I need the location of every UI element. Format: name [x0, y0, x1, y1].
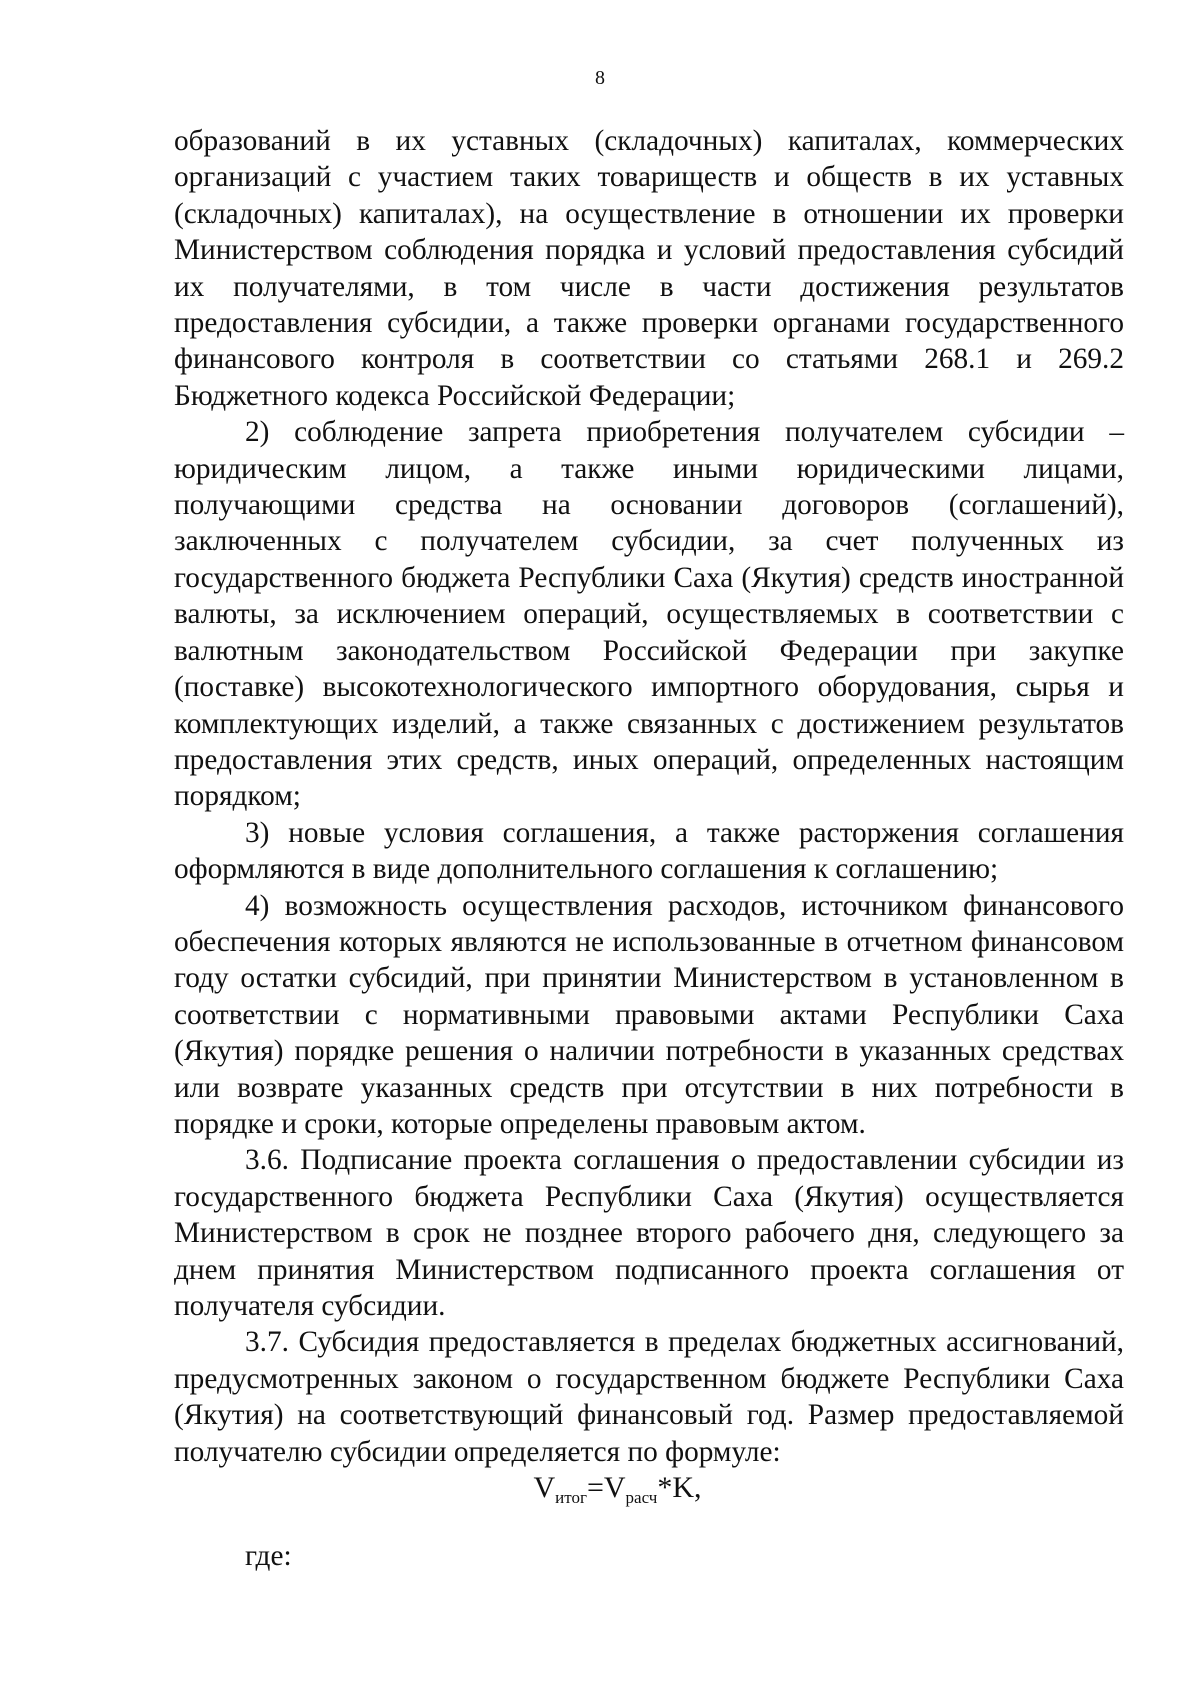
paragraph-clause-3-7: 3.7. Субсидия предоставляется в пределах бюджетных ассигнований, предусмотренных законом о государственном бюджете Республики Саха (Якутия) на соответствующий финансовый год. Размер предоставляемой получателю субсидии определяется по формуле: — [174, 1326, 1124, 1468]
paragraph-clause-3-6: 3.6. Подписание проекта соглашения о предоставлении субсидии из государственного бюджета Республики Саха (Якутия) осуществляется Министерством в срок не позднее второго рабочего дня, следующего за днем принятия Министерством подписанного проекта соглашения от получателя субсидии. — [174, 1144, 1124, 1322]
paragraph-item-4: 4) возможность осуществления расходов, источником финансового обеспечения которых являются не использованные в отчетном финансовом году остатки субсидий, при принятии Министерством в установленном в соответствии с нормативными правовыми актами Республики Саха (Якутия) порядке решения о наличии потребности в указанных средствах или возврате указанных средств при отсутствии в них потребности в порядке и сроки, которые определены правовым актом. — [174, 889, 1124, 1140]
paragraph-item-2: 2) соблюдение запрета приобретения получателем субсидии – юридическим лицом, а также иными юридическими лицами, получающими средства на основании договоров (соглашений), заключенных с получателем субсидии, за счет полученных из государственного бюджета Республики Саха (Якутия) средств иностранной валюты, за исключением операций, осуществляемых в соответствии с валютным законодательством Российской Федерации при закупке (поставке) высокотехнологического импортного оборудования, сырья и комплектующих изделий, а также связанных с достижением результатов предоставления этих средств, иных операций, определенных настоящим порядком; — [174, 416, 1124, 813]
formula-subscript-calc: расч — [625, 1488, 658, 1507]
formula-v-total: V — [533, 1471, 556, 1504]
paragraph-item-3: 3) новые условия соглашения, а также расторжения соглашения оформляются в виде дополнительного соглашения к соглашению; — [174, 816, 1124, 886]
where-label: где: — [245, 1540, 292, 1572]
formula-subscript-total: итог — [555, 1488, 587, 1507]
document-body — [174, 123, 1124, 1470]
subsidy-formula — [0, 1470, 1200, 1506]
page-number: 8 — [595, 67, 605, 89]
formula-equals: = — [586, 1471, 604, 1504]
formula-coefficient: *K, — [657, 1471, 702, 1504]
paragraph-continuation: образований в их уставных (складочных) капиталах, коммерческих организаций с участием таких товариществ и обществ в их уставных (складочных) капиталах), на осуществление в отношении их проверки Министерством соблюдения порядка и условий предоставления субсидий их получателями, в том числе в части достижения результатов предоставления субсидии, а также проверки органами государственного финансового контроля в соответствии со статьями 268.1 и 269.2 Бюджетного кодекса Российской Федерации; — [174, 125, 1124, 412]
formula-v-calc: V — [603, 1471, 626, 1504]
